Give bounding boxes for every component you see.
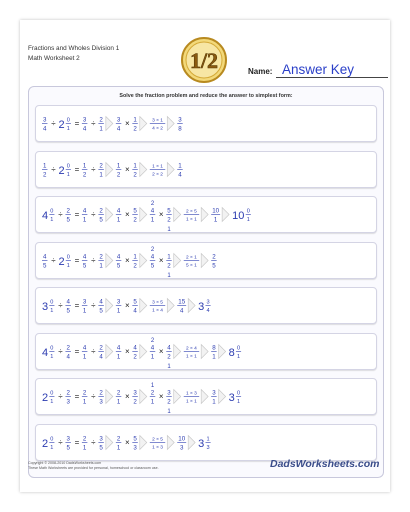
- whole-number: 2: [58, 119, 65, 131]
- operator: =: [74, 301, 80, 310]
- operator: ÷: [58, 301, 63, 310]
- step-arrow-icon: [106, 208, 113, 222]
- fraction-denominator: 1: [116, 444, 121, 452]
- cancel-fraction-denominator: 1: [150, 398, 155, 406]
- operator: ×: [124, 392, 130, 401]
- cancel-fraction-denominator: 2: [167, 398, 171, 406]
- fraction-numerator: 15: [178, 298, 186, 306]
- fraction-denominator: 1 × 1: [186, 399, 197, 405]
- cancel-fraction-numerator: 2: [150, 389, 155, 397]
- fraction-denominator: 4: [133, 307, 137, 315]
- fraction-numerator: 1: [116, 162, 121, 169]
- fraction-numerator: 1 × 1: [152, 164, 163, 169]
- operator: ÷: [91, 301, 96, 310]
- fraction-denominator: 1: [82, 398, 87, 406]
- operator: ÷: [91, 346, 96, 356]
- fraction-numerator: 4: [99, 298, 103, 306]
- step-arrow-icon: [222, 208, 229, 222]
- half-logo: [180, 36, 228, 84]
- fraction-denominator: 1: [99, 125, 103, 133]
- operator: ÷: [51, 255, 56, 265]
- mixed-fraction-numerator: 0: [66, 117, 70, 124]
- fraction-numerator: 5: [133, 435, 137, 442]
- fraction-numerator: 4: [82, 344, 87, 351]
- whole-number: 8: [228, 346, 235, 359]
- fraction-numerator: 2: [116, 389, 121, 397]
- step-arrow-icon: [167, 299, 174, 313]
- step-arrow-icon: [201, 253, 208, 267]
- operator: ×: [124, 255, 130, 265]
- mixed-fraction-numerator: 0: [236, 390, 241, 397]
- operator: ×: [124, 437, 130, 447]
- cancel-fraction-denominator: 2: [167, 353, 171, 361]
- operator: ×: [124, 210, 130, 219]
- fraction-numerator: 4: [82, 207, 87, 215]
- fraction-denominator: 5: [212, 262, 216, 270]
- operator: =: [74, 255, 80, 265]
- fraction-numerator: 2: [99, 207, 103, 215]
- fraction-denominator: 2: [133, 398, 137, 406]
- mixed-fraction-denominator: 1: [66, 126, 70, 133]
- operator: ×: [124, 119, 130, 128]
- mixed-fraction-numerator: 0: [50, 208, 54, 215]
- mixed-fraction-numerator: 0: [50, 299, 54, 306]
- fraction-denominator: 1: [82, 444, 87, 452]
- svg-text:1/2: 1/2: [189, 48, 219, 73]
- fraction-denominator: 5: [82, 262, 87, 270]
- mixed-fraction-denominator: 3: [206, 444, 210, 451]
- instructions: Solve the fraction problem and reduce the answer to simplest form:: [119, 93, 293, 99]
- mixed-fraction-denominator: 4: [206, 308, 210, 315]
- operator: ×: [158, 392, 164, 401]
- mixed-fraction-denominator: 1: [50, 444, 54, 451]
- mixed-fraction-denominator: 1: [50, 399, 54, 406]
- operator: =: [74, 164, 80, 174]
- operator: ÷: [91, 164, 96, 174]
- fraction-denominator: 2: [116, 171, 121, 179]
- fraction-numerator: 2 × 1: [186, 255, 197, 260]
- fraction-denominator: 1 × 4: [152, 308, 163, 314]
- worksheet-page: [20, 20, 390, 492]
- mixed-fraction-numerator: 0: [50, 436, 54, 442]
- whole-number: 3: [228, 392, 235, 404]
- whole-number: 4: [42, 346, 49, 359]
- operator: =: [74, 210, 80, 219]
- operator: ÷: [58, 346, 63, 356]
- fraction-denominator: 1: [116, 216, 121, 224]
- step-arrow-icon: [106, 162, 113, 176]
- step-arrow-icon: [140, 344, 147, 358]
- whole-number: 10: [232, 210, 245, 222]
- mixed-fraction-numerator: 0: [246, 208, 250, 215]
- cancel-fraction-numerator: 4: [167, 344, 171, 351]
- operator: ÷: [58, 210, 63, 219]
- fraction-denominator: 4 × 2: [152, 126, 163, 132]
- mixed-fraction-denominator: 1: [50, 353, 54, 360]
- mixed-fraction-numerator: 0: [66, 163, 70, 169]
- mixed-fraction-denominator: 1: [50, 217, 54, 224]
- fraction-numerator: 2 × 4: [186, 346, 197, 351]
- mixed-fraction-numerator: 0: [50, 345, 54, 351]
- fraction-denominator: 1: [99, 171, 103, 179]
- step-arrow-icon: [106, 390, 113, 404]
- step-arrow-icon: [140, 299, 147, 313]
- cancel-fraction-numerator: 4: [150, 344, 155, 351]
- fraction-numerator: 5: [133, 298, 137, 306]
- fraction-denominator: 3: [99, 398, 103, 406]
- copyright-line: Copyright © 2008-2010 DadsWorksheets.com: [28, 461, 102, 465]
- operator: ÷: [51, 119, 56, 128]
- fraction-denominator: 4: [43, 125, 47, 133]
- whole-number: 4: [42, 210, 49, 222]
- fraction-denominator: 2: [43, 171, 47, 179]
- cancel-fraction-denominator: 1: [150, 353, 155, 361]
- whole-number: 2: [42, 437, 49, 450]
- problem-row: [35, 105, 377, 142]
- step-arrow-icon: [201, 390, 208, 404]
- fraction-denominator: 1: [212, 398, 216, 406]
- fraction-denominator: 1 × 3: [152, 444, 163, 450]
- fraction-numerator: 3: [82, 116, 87, 124]
- fraction-denominator: 4: [99, 353, 103, 361]
- fraction-denominator: 1: [82, 353, 87, 361]
- step-arrow-icon: [219, 390, 226, 404]
- cancel-result-top: 2: [150, 201, 155, 207]
- fraction-numerator: 1: [133, 253, 137, 260]
- operator: =: [74, 346, 80, 356]
- step-arrow-icon: [140, 253, 147, 267]
- fraction-numerator: 3 × 1: [152, 118, 163, 124]
- mixed-fraction-denominator: 1: [66, 262, 70, 269]
- operator: ÷: [58, 437, 63, 447]
- operator: ÷: [91, 255, 96, 265]
- step-arrow-icon: [167, 435, 174, 449]
- fraction-denominator: 2: [133, 171, 137, 179]
- operator: ×: [124, 346, 130, 356]
- mixed-fraction-denominator: 1: [246, 217, 250, 224]
- fraction-denominator: 4: [178, 171, 182, 179]
- problem-steps: [36, 288, 376, 323]
- operator: ÷: [91, 119, 96, 128]
- problem-steps: [36, 243, 376, 278]
- step-arrow-icon: [140, 390, 147, 404]
- operator: ÷: [91, 437, 96, 447]
- cancel-result-bottom: 1: [167, 409, 171, 414]
- fraction-denominator: 5: [99, 216, 103, 224]
- fraction-denominator: 5: [66, 307, 70, 315]
- fraction-denominator: 4: [66, 353, 70, 361]
- fraction-numerator: 2: [99, 162, 103, 169]
- fraction-numerator: 1: [133, 162, 137, 169]
- fraction-denominator: 1 × 1: [186, 353, 197, 359]
- name-field-line: [276, 77, 388, 78]
- fraction-numerator: 2: [99, 389, 103, 397]
- step-arrow-icon: [106, 299, 113, 313]
- fraction-denominator: 5: [43, 262, 47, 270]
- fraction-numerator: 4: [82, 253, 87, 260]
- mixed-fraction-numerator: 0: [236, 345, 241, 351]
- problem-steps: [36, 106, 376, 141]
- cancel-fraction-numerator: 4: [150, 207, 155, 215]
- fraction-denominator: 3: [179, 444, 184, 452]
- fraction-denominator: 2 × 2: [152, 171, 163, 177]
- name-label: Name:: [248, 67, 273, 76]
- operator: =: [74, 392, 80, 401]
- fraction-numerator: 10: [212, 207, 220, 215]
- whole-number: 3: [198, 301, 205, 313]
- operator: ×: [124, 301, 130, 310]
- cancel-fraction-denominator: 2: [167, 216, 171, 224]
- mixed-fraction-denominator: 1: [236, 399, 241, 406]
- fraction-numerator: 5: [133, 207, 137, 215]
- title-line-1: Fractions and Wholes Division 1: [28, 45, 120, 52]
- title-line-2: Math Worksheet 2: [28, 55, 80, 62]
- mixed-fraction-numerator: 0: [50, 390, 54, 397]
- step-arrow-icon: [106, 253, 113, 267]
- fraction-denominator: 5: [66, 444, 70, 452]
- fraction-numerator: 3: [178, 116, 182, 124]
- cancel-fraction-numerator: 1: [167, 253, 171, 260]
- operator: =: [74, 437, 80, 447]
- step-arrow-icon: [106, 117, 113, 131]
- fraction-denominator: 1: [82, 307, 87, 315]
- fraction-denominator: 2: [133, 216, 137, 224]
- fraction-numerator: 1: [178, 162, 182, 169]
- fraction-denominator: 3: [66, 398, 70, 406]
- fraction-numerator: 3: [212, 389, 216, 397]
- fraction-numerator: 4: [116, 253, 121, 260]
- fraction-numerator: 4: [116, 344, 121, 351]
- step-arrow-icon: [174, 208, 181, 222]
- problem-steps: [36, 197, 376, 232]
- cancel-result-top: 2: [150, 246, 155, 253]
- mixed-fraction-denominator: 1: [236, 353, 241, 360]
- problem-row: [35, 333, 377, 370]
- footer-copyright: [28, 461, 159, 471]
- whole-number: 3: [42, 301, 49, 313]
- fraction-denominator: 1: [99, 262, 103, 270]
- step-arrow-icon: [219, 344, 226, 358]
- cancel-fraction-numerator: 4: [150, 253, 155, 260]
- fraction-denominator: 1: [82, 216, 87, 224]
- cancel-fraction-denominator: 1: [150, 216, 155, 224]
- operator: ×: [124, 164, 130, 174]
- problem-steps: [36, 425, 376, 460]
- step-arrow-icon: [174, 390, 181, 404]
- fraction-numerator: 3: [43, 116, 47, 124]
- fraction-denominator: 5: [99, 307, 103, 315]
- problem-steps: [36, 152, 376, 187]
- fraction-denominator: 1: [213, 216, 218, 224]
- step-arrow-icon: [201, 344, 208, 358]
- fraction-denominator: 4: [116, 125, 121, 133]
- fraction-denominator: 2: [133, 262, 137, 270]
- fraction-numerator: 3: [133, 389, 137, 397]
- step-arrow-icon: [201, 208, 208, 222]
- fraction-numerator: 10: [178, 435, 186, 442]
- worksheet-title: [28, 44, 119, 64]
- fraction-numerator: 1 × 3: [186, 391, 197, 397]
- step-arrow-icon: [167, 117, 174, 131]
- fraction-denominator: 2: [82, 171, 87, 179]
- cancel-fraction-numerator: 5: [167, 207, 171, 215]
- fraction-numerator: 2: [82, 435, 87, 442]
- problem-panel: [28, 86, 384, 478]
- cancel-result-bottom: 1: [167, 227, 171, 232]
- operator: ×: [158, 210, 164, 219]
- fraction-numerator: 2: [99, 344, 103, 351]
- cancel-result-top: 1: [150, 383, 155, 389]
- mixed-fraction-numerator: 0: [66, 254, 70, 260]
- fraction-denominator: 2: [133, 125, 137, 133]
- fraction-denominator: 1: [212, 353, 216, 361]
- step-arrow-icon: [140, 162, 147, 176]
- step-arrow-icon: [167, 162, 174, 176]
- fraction-numerator: 2: [66, 344, 70, 351]
- usage-line: These Math Worksheets are provided for personal, homeschool or classroom use.: [28, 466, 159, 470]
- step-arrow-icon: [106, 344, 113, 358]
- fraction-denominator: 1 × 1: [186, 217, 197, 223]
- fraction-denominator: 5 × 1: [186, 262, 197, 268]
- fraction-denominator: 2: [133, 353, 137, 361]
- fraction-numerator: 1: [82, 162, 87, 169]
- whole-number: 2: [42, 392, 49, 404]
- fraction-numerator: 3: [116, 116, 121, 124]
- step-arrow-icon: [106, 435, 113, 449]
- cancel-fraction-denominator: 2: [167, 262, 171, 270]
- fraction-numerator: 8: [212, 344, 216, 351]
- step-arrow-icon: [140, 435, 147, 449]
- cancel-fraction-denominator: 5: [150, 262, 155, 270]
- fraction-numerator: 2 × 5: [186, 209, 197, 215]
- fraction-numerator: 2: [66, 389, 70, 397]
- fraction-numerator: 3: [66, 435, 70, 442]
- mixed-fraction-denominator: 1: [50, 308, 54, 315]
- fraction-denominator: 5: [66, 216, 70, 224]
- fraction-numerator: 4: [66, 298, 70, 306]
- mixed-fraction-denominator: 1: [66, 171, 70, 178]
- whole-number: 2: [58, 164, 65, 177]
- step-arrow-icon: [140, 208, 147, 222]
- step-arrow-icon: [174, 344, 181, 358]
- cancel-fraction-numerator: 3: [167, 389, 171, 397]
- problem-row: [35, 424, 377, 461]
- operator: ÷: [58, 392, 63, 401]
- mixed-fraction-numerator: 1: [206, 436, 210, 442]
- fraction-numerator: 1: [133, 116, 137, 124]
- whole-number: 2: [58, 255, 65, 268]
- problem-row: [35, 378, 377, 415]
- operator: =: [74, 119, 80, 128]
- answer-key-title: Answer Key: [282, 62, 355, 77]
- fraction-numerator: 3: [82, 298, 87, 306]
- step-arrow-icon: [140, 117, 147, 131]
- operator: ÷: [91, 210, 96, 219]
- fraction-denominator: 1: [116, 398, 121, 406]
- fraction-denominator: 4: [82, 125, 87, 133]
- problem-row: [35, 196, 377, 233]
- fraction-numerator: 2: [212, 253, 216, 260]
- problem-steps: [36, 334, 376, 369]
- operator: ×: [158, 346, 164, 356]
- fraction-denominator: 3: [133, 444, 137, 452]
- fraction-denominator: 5: [116, 262, 121, 270]
- mixed-fraction-numerator: 3: [206, 299, 210, 306]
- whole-number: 3: [198, 437, 205, 450]
- cancel-result-bottom: 1: [167, 363, 171, 369]
- operator: ×: [158, 255, 164, 265]
- operator: ÷: [51, 164, 56, 174]
- fraction-denominator: 8: [178, 125, 182, 133]
- problem-row: [35, 287, 377, 324]
- operator: ÷: [91, 392, 96, 401]
- brand-logo: DadsWorksheets.com: [270, 458, 380, 470]
- fraction-numerator: 2: [82, 389, 87, 397]
- problem-row: [35, 242, 377, 279]
- step-arrow-icon: [188, 299, 195, 313]
- fraction-numerator: 2 × 5: [152, 437, 163, 442]
- cancel-result-top: 2: [150, 337, 155, 344]
- problem-row: [35, 151, 377, 188]
- fraction-denominator: 5: [99, 444, 103, 452]
- fraction-numerator: 1: [43, 162, 47, 169]
- fraction-denominator: 1: [116, 307, 121, 315]
- fraction-numerator: 4: [116, 207, 121, 215]
- fraction-denominator: 1: [116, 353, 121, 361]
- fraction-numerator: 2: [99, 253, 103, 260]
- fraction-numerator: 2: [99, 116, 103, 124]
- fraction-numerator: 4: [43, 253, 47, 260]
- fraction-numerator: 2: [116, 435, 121, 442]
- step-arrow-icon: [188, 435, 195, 449]
- fraction-numerator: 2: [66, 207, 70, 215]
- fraction-numerator: 3: [116, 298, 121, 306]
- fraction-numerator: 3: [99, 435, 103, 442]
- fraction-numerator: 4: [133, 344, 137, 351]
- problem-steps: [36, 379, 376, 414]
- cancel-result-bottom: 1: [167, 272, 171, 278]
- step-arrow-icon: [174, 253, 181, 267]
- fraction-denominator: 4: [179, 307, 184, 315]
- fraction-numerator: 3 × 5: [152, 300, 163, 306]
